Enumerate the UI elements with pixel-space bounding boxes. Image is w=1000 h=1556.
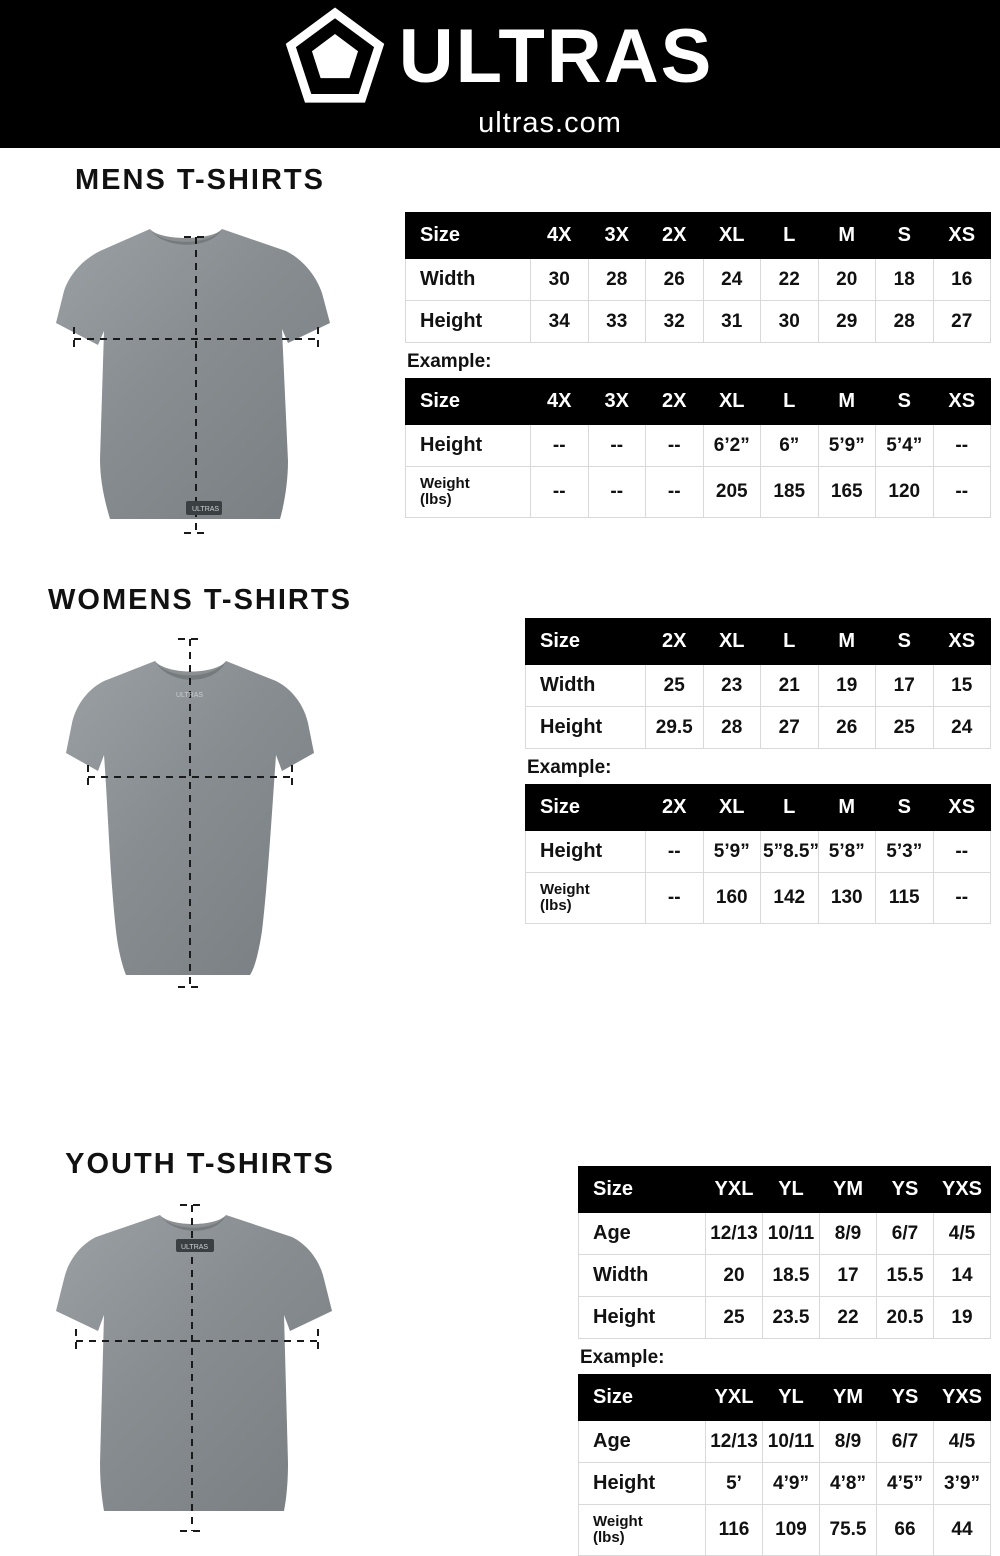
- cell: 30: [531, 259, 589, 301]
- header-cell: M: [818, 785, 876, 831]
- row-label: [579, 1505, 706, 1556]
- cell: 120: [876, 467, 934, 518]
- header-cell: Size: [406, 379, 531, 425]
- cell: 17: [820, 1255, 877, 1297]
- table-row: [526, 873, 991, 924]
- brand-block: [287, 9, 714, 140]
- cell: 31: [703, 301, 761, 343]
- cell: 18: [876, 259, 934, 301]
- cell: 22: [820, 1297, 877, 1339]
- table-row: [579, 1297, 991, 1339]
- cell: 4’9”: [763, 1463, 820, 1505]
- table-row: [579, 1421, 991, 1463]
- cell: 4/5: [934, 1421, 991, 1463]
- cell: 160: [703, 873, 761, 924]
- header-cell: S: [876, 619, 934, 665]
- womens-example-table: [525, 784, 991, 924]
- cell: --: [646, 467, 704, 518]
- cell: --: [933, 831, 991, 873]
- header-cell: XL: [703, 213, 761, 259]
- cell: --: [531, 425, 589, 467]
- header-cell: M: [818, 379, 876, 425]
- womens-example-label: Example:: [527, 757, 612, 778]
- table-header-row: [579, 1375, 991, 1421]
- youth-example-label: Example:: [580, 1347, 665, 1368]
- svg-text:ULTRAS: ULTRAS: [176, 692, 204, 699]
- cell: 5’3”: [876, 831, 934, 873]
- cell: 27: [761, 707, 819, 749]
- row-label: Height: [526, 707, 646, 749]
- header-cell: YXL: [706, 1167, 763, 1213]
- cell: 12/13: [706, 1421, 763, 1463]
- cell: 115: [876, 873, 934, 924]
- cell: 5’8”: [818, 831, 876, 873]
- header-cell: XS: [933, 619, 991, 665]
- header-cell: Size: [406, 213, 531, 259]
- cell: 3’9”: [934, 1463, 991, 1505]
- cell: 165: [818, 467, 876, 518]
- cell: 44: [934, 1505, 991, 1556]
- mens-shirt-column: [0, 164, 400, 541]
- womens-tshirt-illustration: [0, 631, 400, 991]
- table-header-row: [406, 213, 991, 259]
- row-label: Width: [579, 1255, 706, 1297]
- cell: --: [588, 425, 646, 467]
- cell: 23: [703, 665, 761, 707]
- header-cell: S: [876, 379, 934, 425]
- cell: 24: [933, 707, 991, 749]
- header-cell: 4X: [531, 379, 589, 425]
- header-cell: YXS: [934, 1375, 991, 1421]
- table-row: [579, 1255, 991, 1297]
- womens-shirt-column: [0, 584, 400, 991]
- brand-website: ultras.com: [478, 106, 622, 139]
- cell: --: [646, 831, 704, 873]
- table-header-row: [579, 1167, 991, 1213]
- womens-tables: [525, 618, 990, 924]
- cell: 16: [933, 259, 991, 301]
- header-cell: YXL: [706, 1375, 763, 1421]
- mens-example-label: Example:: [407, 351, 492, 372]
- cell: 142: [761, 873, 819, 924]
- cell: 5’4”: [876, 425, 934, 467]
- cell: 28: [703, 707, 761, 749]
- youth-tables: [578, 1166, 990, 1556]
- header-cell: 2X: [646, 619, 704, 665]
- row-label-line2: (lbs): [540, 896, 572, 914]
- header-cell: YM: [820, 1167, 877, 1213]
- cell: --: [646, 873, 704, 924]
- svg-text:ULTRAS: ULTRAS: [181, 1244, 209, 1251]
- header-cell: XL: [703, 785, 761, 831]
- header-cell: 4X: [531, 213, 589, 259]
- row-label-line1: Weight: [593, 1513, 643, 1530]
- table-row: [406, 467, 991, 518]
- section-title-youth: YOUTH T-SHIRTS: [65, 1148, 335, 1180]
- cell: 19: [818, 665, 876, 707]
- cell: 27: [933, 301, 991, 343]
- section-title-mens: MENS T-SHIRTS: [75, 164, 325, 196]
- row-label: [526, 873, 646, 924]
- cell: 17: [876, 665, 934, 707]
- youth-example-table: [578, 1374, 991, 1556]
- table-header-row: [526, 619, 991, 665]
- cell: 14: [934, 1255, 991, 1297]
- cell: 5’9”: [703, 831, 761, 873]
- cell: 28: [876, 301, 934, 343]
- table-row: [579, 1213, 991, 1255]
- cell: 75.5: [820, 1505, 877, 1556]
- cell: 12/13: [706, 1213, 763, 1255]
- header-cell: Size: [526, 785, 646, 831]
- row-label: Height: [579, 1463, 706, 1505]
- mens-example-table: [405, 378, 991, 518]
- header-cell: XS: [933, 379, 991, 425]
- header-cell: 2X: [646, 379, 704, 425]
- section-title-womens: WOMENS T-SHIRTS: [48, 584, 352, 616]
- cell: 33: [588, 301, 646, 343]
- cell: 10/11: [763, 1213, 820, 1255]
- header-cell: L: [761, 785, 819, 831]
- cell: 6/7: [877, 1421, 934, 1463]
- cell: 20: [706, 1255, 763, 1297]
- header-cell: XL: [703, 619, 761, 665]
- header-cell: M: [818, 619, 876, 665]
- cell: 8/9: [820, 1213, 877, 1255]
- table-row: [406, 425, 991, 467]
- cell: 15: [933, 665, 991, 707]
- pentagon-logo-icon: [287, 9, 383, 105]
- table-row: [579, 1505, 991, 1556]
- row-label: Width: [406, 259, 531, 301]
- cell: --: [646, 425, 704, 467]
- cell: --: [933, 873, 991, 924]
- table-row: [526, 665, 991, 707]
- cell: 66: [877, 1505, 934, 1556]
- table-row: [406, 259, 991, 301]
- table-header-row: [406, 379, 991, 425]
- header-cell: XS: [933, 785, 991, 831]
- cell: 25: [706, 1297, 763, 1339]
- womens-size-table: [525, 618, 991, 749]
- cell: 5’9”: [818, 425, 876, 467]
- header-cell: 3X: [588, 379, 646, 425]
- table-row: [406, 301, 991, 343]
- header-cell: YXS: [934, 1167, 991, 1213]
- youth-shirt-column: [0, 1148, 400, 1535]
- cell: 20: [818, 259, 876, 301]
- cell: --: [588, 467, 646, 518]
- header-cell: M: [818, 213, 876, 259]
- cell: 30: [761, 301, 819, 343]
- cell: 4’5”: [877, 1463, 934, 1505]
- cell: 6”: [761, 425, 819, 467]
- cell: 29: [818, 301, 876, 343]
- cell: 130: [818, 873, 876, 924]
- cell: 25: [876, 707, 934, 749]
- mens-tshirt-illustration: [0, 211, 400, 541]
- table-row: [526, 831, 991, 873]
- row-label-line2: (lbs): [593, 1528, 625, 1546]
- cell: 15.5: [877, 1255, 934, 1297]
- header-cell: YS: [877, 1167, 934, 1213]
- header-cell: YL: [763, 1375, 820, 1421]
- cell: 20.5: [877, 1297, 934, 1339]
- row-label: Height: [406, 301, 531, 343]
- table-row: [579, 1463, 991, 1505]
- header-cell: YL: [763, 1167, 820, 1213]
- cell: 32: [646, 301, 704, 343]
- brand-name: ULTRAS: [398, 13, 714, 99]
- cell: 6’2”: [703, 425, 761, 467]
- header-cell: XS: [933, 213, 991, 259]
- cell: 116: [706, 1505, 763, 1556]
- cell: 4/5: [934, 1213, 991, 1255]
- mens-tables: [405, 212, 990, 518]
- header-cell: YS: [877, 1375, 934, 1421]
- cell: 6/7: [877, 1213, 934, 1255]
- header-cell: L: [761, 213, 819, 259]
- cell: 22: [761, 259, 819, 301]
- header-cell: S: [876, 785, 934, 831]
- row-label: Height: [406, 425, 531, 467]
- row-label: Age: [579, 1213, 706, 1255]
- header-cell: Size: [579, 1375, 706, 1421]
- cell: 24: [703, 259, 761, 301]
- cell: 21: [761, 665, 819, 707]
- table-row: [526, 707, 991, 749]
- cell: --: [531, 467, 589, 518]
- header-cell: L: [761, 379, 819, 425]
- page-header: [0, 0, 1000, 148]
- header-cell: XL: [703, 379, 761, 425]
- cell: 28: [588, 259, 646, 301]
- row-label: Age: [579, 1421, 706, 1463]
- brand-row: [287, 9, 714, 105]
- cell: 34: [531, 301, 589, 343]
- mens-size-table: [405, 212, 991, 343]
- header-cell: S: [876, 213, 934, 259]
- header-cell: L: [761, 619, 819, 665]
- cell: 25: [646, 665, 704, 707]
- table-header-row: [526, 785, 991, 831]
- header-cell: 2X: [646, 213, 704, 259]
- svg-text:ULTRAS: ULTRAS: [192, 506, 220, 513]
- cell: --: [933, 425, 991, 467]
- cell: 19: [934, 1297, 991, 1339]
- cell: 18.5: [763, 1255, 820, 1297]
- cell: --: [933, 467, 991, 518]
- cell: 23.5: [763, 1297, 820, 1339]
- header-cell: 3X: [588, 213, 646, 259]
- row-label-line2: (lbs): [420, 490, 452, 508]
- header-cell: YM: [820, 1375, 877, 1421]
- row-label: Height: [579, 1297, 706, 1339]
- cell: 10/11: [763, 1421, 820, 1463]
- row-label: [406, 467, 531, 518]
- youth-size-table: [578, 1166, 991, 1339]
- row-label-line1: Weight: [540, 881, 590, 898]
- cell: 185: [761, 467, 819, 518]
- cell: 26: [646, 259, 704, 301]
- cell: 8/9: [820, 1421, 877, 1463]
- cell: 109: [763, 1505, 820, 1556]
- header-cell: Size: [526, 619, 646, 665]
- header-cell: Size: [579, 1167, 706, 1213]
- cell: 5”8.5”: [761, 831, 819, 873]
- row-label: Height: [526, 831, 646, 873]
- cell: 4’8”: [820, 1463, 877, 1505]
- cell: 29.5: [646, 707, 704, 749]
- cell: 205: [703, 467, 761, 518]
- cell: 5’: [706, 1463, 763, 1505]
- cell: 26: [818, 707, 876, 749]
- header-cell: 2X: [646, 785, 704, 831]
- youth-tshirt-illustration: [0, 1195, 400, 1535]
- row-label: Width: [526, 665, 646, 707]
- row-label-line1: Weight: [420, 475, 470, 492]
